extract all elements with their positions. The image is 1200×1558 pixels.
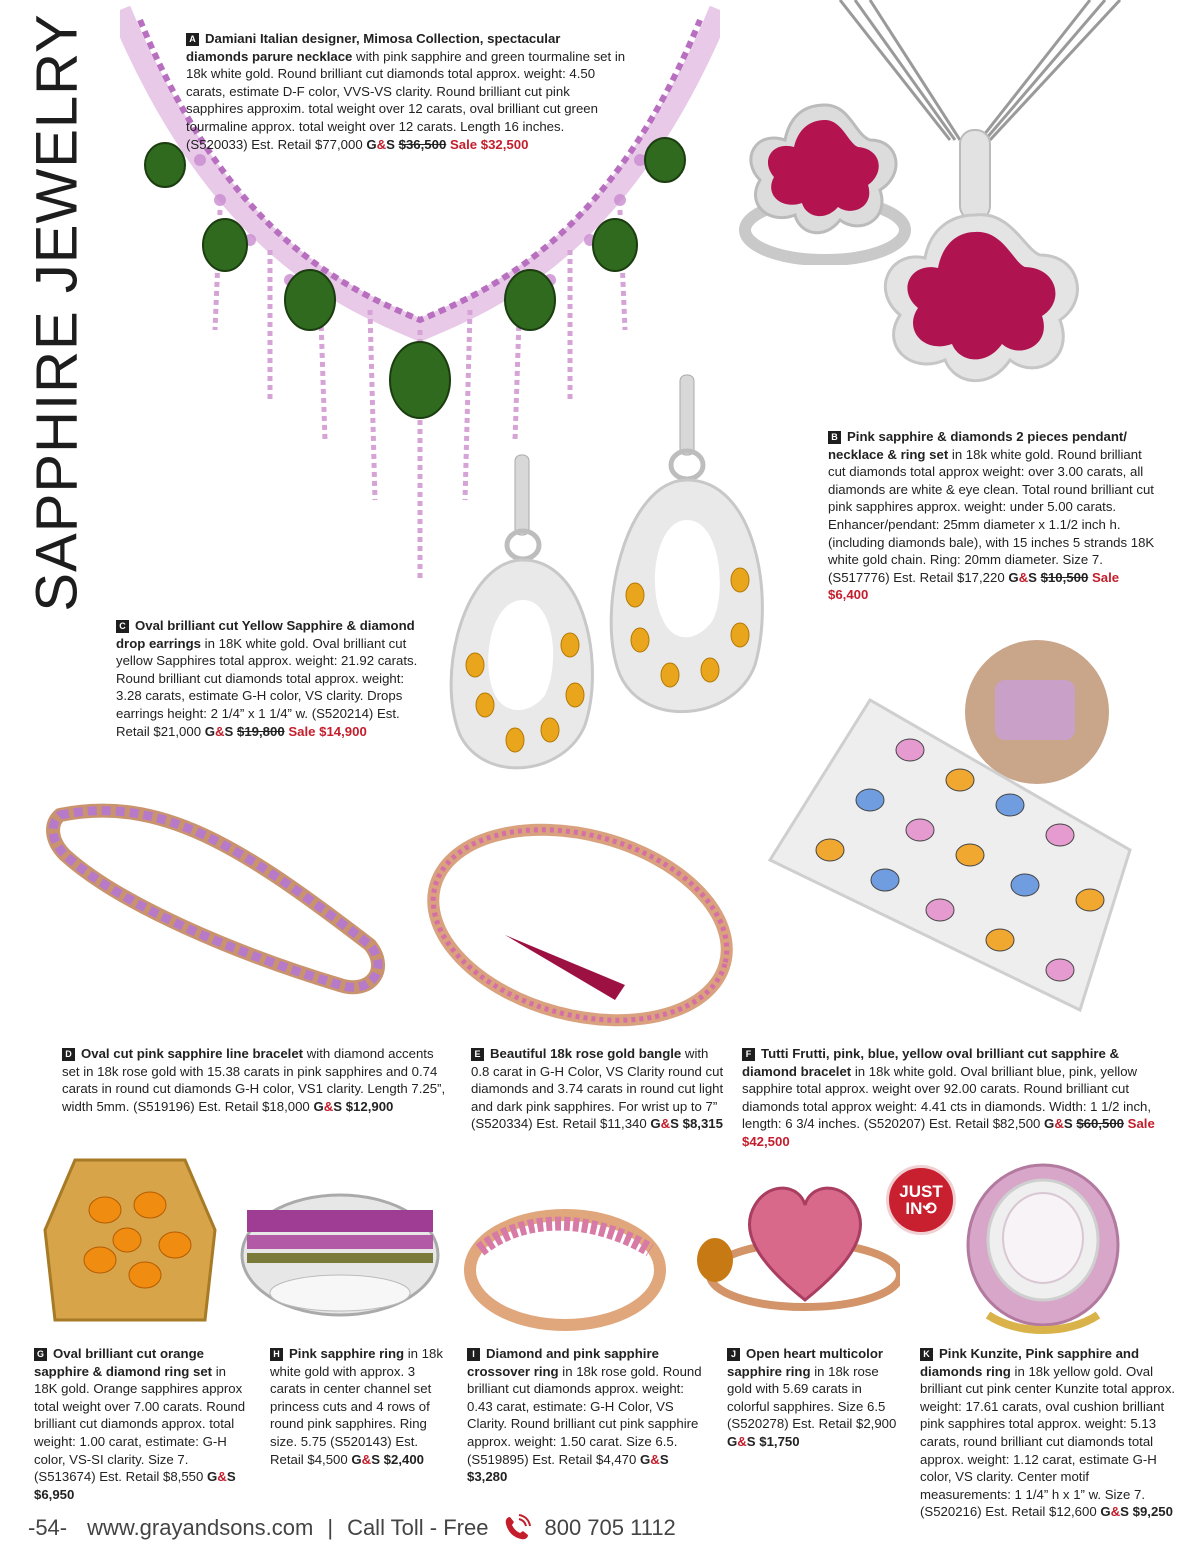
phone-icon — [502, 1513, 532, 1543]
item-body: in 18k rose gold. Round brilliant cut diamonds approx. weight: 0.43 carat, estimate: G-H Color, VS Clarity. Round brilliant cut pink sapphire approx. weight: 1.50 carat. Size 6.5. (S519895) Est. Retail $4,470 — [467, 1363, 702, 1467]
item-title: Pink sapphire & diamonds 2 pieces pendant/ necklace & ring set — [828, 429, 1127, 462]
gs-label: G&S — [204, 723, 234, 739]
item-title: Beautiful 18k rose gold bangle — [490, 1046, 682, 1061]
item-letter: F — [742, 1048, 755, 1061]
pink-sapphire-ring-image-h — [235, 1175, 445, 1330]
item-letter: I — [467, 1348, 480, 1361]
item-letter: K — [920, 1348, 933, 1361]
item-title: Pink Kunzite, Pink sapphire and diamonds ring — [920, 1346, 1140, 1379]
gs-price: $6,950 — [34, 1486, 75, 1502]
item-body: in 18k yellow gold. Oval brilliant cut pink center Kunzite total approx. weight: 17.61 carats, oval cushion brilliant pink sapphires total approx. weight: 5.13 carats, round brilliant cut diamonds total approx. weight: 1.12 carat, estimate G-H color, VS clarity. Center motif measurements: 1 1/4” h x 1” w. Size 7. (S520216) Est. Retail $12,600 — [920, 1363, 1176, 1520]
kunzite-ring-image-k — [958, 1150, 1128, 1340]
item-body: in 18k white gold with approx. 3 carats in center channel set princess cuts and 4 rows of round pink sapphires. Ring size. 5.75 (S520143) Est. Retail $4,500 — [270, 1346, 443, 1467]
page-number: -54- — [28, 1515, 68, 1540]
item-title: Tutti Frutti, pink, blue, yellow oval brilliant cut sapphire & diamond bracelet — [742, 1046, 1120, 1079]
footer-separator: | — [327, 1515, 334, 1540]
gs-price: $3,280 — [467, 1469, 508, 1485]
gs-label: G&S — [640, 1451, 669, 1467]
item-letter: C — [116, 620, 129, 633]
gs-price: $8,315 — [682, 1116, 723, 1132]
item-body: with diamond accents set in 18k rose gold with 15.38 carats in pink sapphires and 0.74 carats in round cut diamonds G-H color, VS1 clarity. Length 7.25”, width 5mm. (S519196) Est. Retail $18,000 — [62, 1046, 446, 1114]
item-letter: E — [471, 1048, 484, 1061]
description-c — [116, 617, 421, 740]
heart-ring-image-j — [685, 1160, 900, 1325]
gs-label: G&S — [1100, 1504, 1129, 1520]
footer — [28, 1508, 676, 1548]
sale-price: Sale $32,500 — [449, 136, 529, 152]
description-j — [727, 1345, 902, 1451]
cuff-bracelet-image-f — [760, 690, 1145, 1020]
orange-ring-image-g — [35, 1150, 225, 1335]
item-letter: H — [270, 1348, 283, 1361]
line-bracelet-image-d — [40, 795, 400, 1035]
item-body: in 18k rose gold with 5.69 carats in colorful sapphires. Size 6.5 (S520278) Est. Retail $2,900 — [727, 1363, 897, 1432]
item-body: in 18K gold. Orange sapphires approx total weight over 7.00 carats. Round brilliant cut diamonds approx. total weight: 1.00 carat, estimate: G-H color, VS-SI clarity. Size 7. (S513674) Est. Retail $8,550 — [34, 1363, 246, 1485]
item-letter: J — [727, 1348, 740, 1361]
gs-label: G&S — [313, 1098, 343, 1114]
gs-price: $19,800 — [236, 723, 285, 739]
description-g — [34, 1345, 249, 1503]
gs-label: G&S — [1008, 569, 1037, 585]
gs-price: $36,500 — [398, 136, 447, 152]
section-title: SAPPHIRE JEWELRY — [24, 13, 90, 612]
sale-price: Sale $42,500 — [742, 1116, 1155, 1149]
item-letter: G — [34, 1348, 47, 1361]
gs-label: G&S — [207, 1469, 236, 1485]
crossover-ring-image-i — [460, 1190, 670, 1335]
badge-line-1: JUST — [899, 1182, 943, 1201]
item-body: with pink sapphire and green tourmaline set in 18k white gold. Round brilliant cut diamonds total approx. weight: 4.50 carats, estimate D-F color, VVS-VS clarity. Round brilliant cut pink sapphires approxim. total weight over 12 carats, oval brilliant cut green tourmaline approx. total weight over 12 carats. Length 16 inches. (S520033) Est. Retail $77,000 — [186, 48, 626, 152]
gs-price: $9,250 — [1132, 1504, 1173, 1520]
earrings-image-c — [435, 365, 780, 795]
description-b — [828, 428, 1158, 604]
description-f — [742, 1045, 1177, 1151]
sale-price: Sale $6,400 — [828, 569, 1120, 603]
description-i — [467, 1345, 702, 1486]
description-h — [270, 1345, 445, 1468]
description-d — [62, 1045, 447, 1115]
gs-label: G&S — [366, 136, 395, 152]
item-letter: B — [828, 431, 841, 444]
item-body: in 18k white gold. Round brilliant cut diamonds total approx weight: over 3.00 carats, all diamonds are white & eye clean. Total round brilliant cut pink sapphires approx. weight: under 5.00 carats. Enhancer/pendant: 25mm diameter x 1.1/2 inch h. (including diamonds bale), with 15 inches 5 strands 18K white gold chain. Ring: 20mm diameter. Size 7. (S517776) Est. Retail $17,220 — [828, 446, 1155, 585]
description-k — [920, 1345, 1182, 1521]
badge-line-2: IN⟲ — [905, 1199, 937, 1218]
website-link[interactable]: www.grayandsons.com — [87, 1515, 314, 1540]
gs-price: $1,750 — [759, 1433, 800, 1449]
description-e — [471, 1045, 726, 1133]
flower-pendant-image-b — [820, 0, 1140, 415]
gs-label: G&S — [727, 1433, 756, 1449]
item-body: with 0.8 carat in G-H Color, VS Clarity round cut diamonds and 3.74 carats in round cut light and dark pink sapphires. For wrist up to 7” (S520334) Est. Retail $11,340 — [471, 1046, 724, 1132]
item-title: Damiani Italian designer, Mimosa Collection, spectacular diamonds parure necklace — [186, 31, 561, 64]
item-title: Diamond and pink sapphire crossover ring — [467, 1346, 659, 1379]
item-title: Pink sapphire ring — [289, 1346, 405, 1361]
item-letter: D — [62, 1048, 75, 1061]
gs-price: $10,500 — [1040, 569, 1089, 585]
gs-price: $2,400 — [383, 1451, 424, 1467]
item-body: in 18k white gold. Oval brilliant blue, pink, yellow sapphire total approx. weight over 92.00 carats. Round brilliant cut diamonds total approx weight: 4.41 cts in diamonds. Width: 1 1/2 inch, length: 6 3/4 inches. (S520207) Est. Retail $82,500 — [742, 1063, 1152, 1132]
gs-label: G&S — [650, 1116, 679, 1132]
item-title: Oval brilliant cut Yellow Sapphire & diamond drop earrings — [116, 618, 415, 651]
gs-price: $12,900 — [345, 1098, 394, 1114]
phone-number[interactable]: 800 705 1112 — [544, 1515, 676, 1540]
bangle-image-e — [415, 815, 745, 1035]
description-a — [186, 30, 626, 153]
just-in-badge — [886, 1165, 956, 1235]
item-letter: A — [186, 33, 199, 46]
item-title: Oval brilliant cut orange sapphire & diamond ring set — [34, 1346, 213, 1379]
gs-label: G&S — [1044, 1116, 1073, 1132]
item-body: in 18K white gold. Oval brilliant cut yellow Sapphires total approx. weight: 21.92 carats. Round brilliant cut diamonds total approx. weight: 3.28 carats, estimate G-H color, VS clarity. Drops earrings height: 2 1/4” x 1 1/4” w. (S520214) Est. Retail $21,000 — [116, 635, 418, 739]
gs-price: $60,500 — [1076, 1116, 1124, 1132]
call-toll-free-label: Call Toll - Free — [347, 1515, 489, 1540]
gs-label: G&S — [351, 1451, 380, 1467]
item-title: Oval cut pink sapphire line bracelet — [81, 1046, 304, 1061]
item-title: Open heart multicolor sapphire ring — [727, 1346, 884, 1379]
sale-price: Sale $14,900 — [288, 723, 367, 739]
